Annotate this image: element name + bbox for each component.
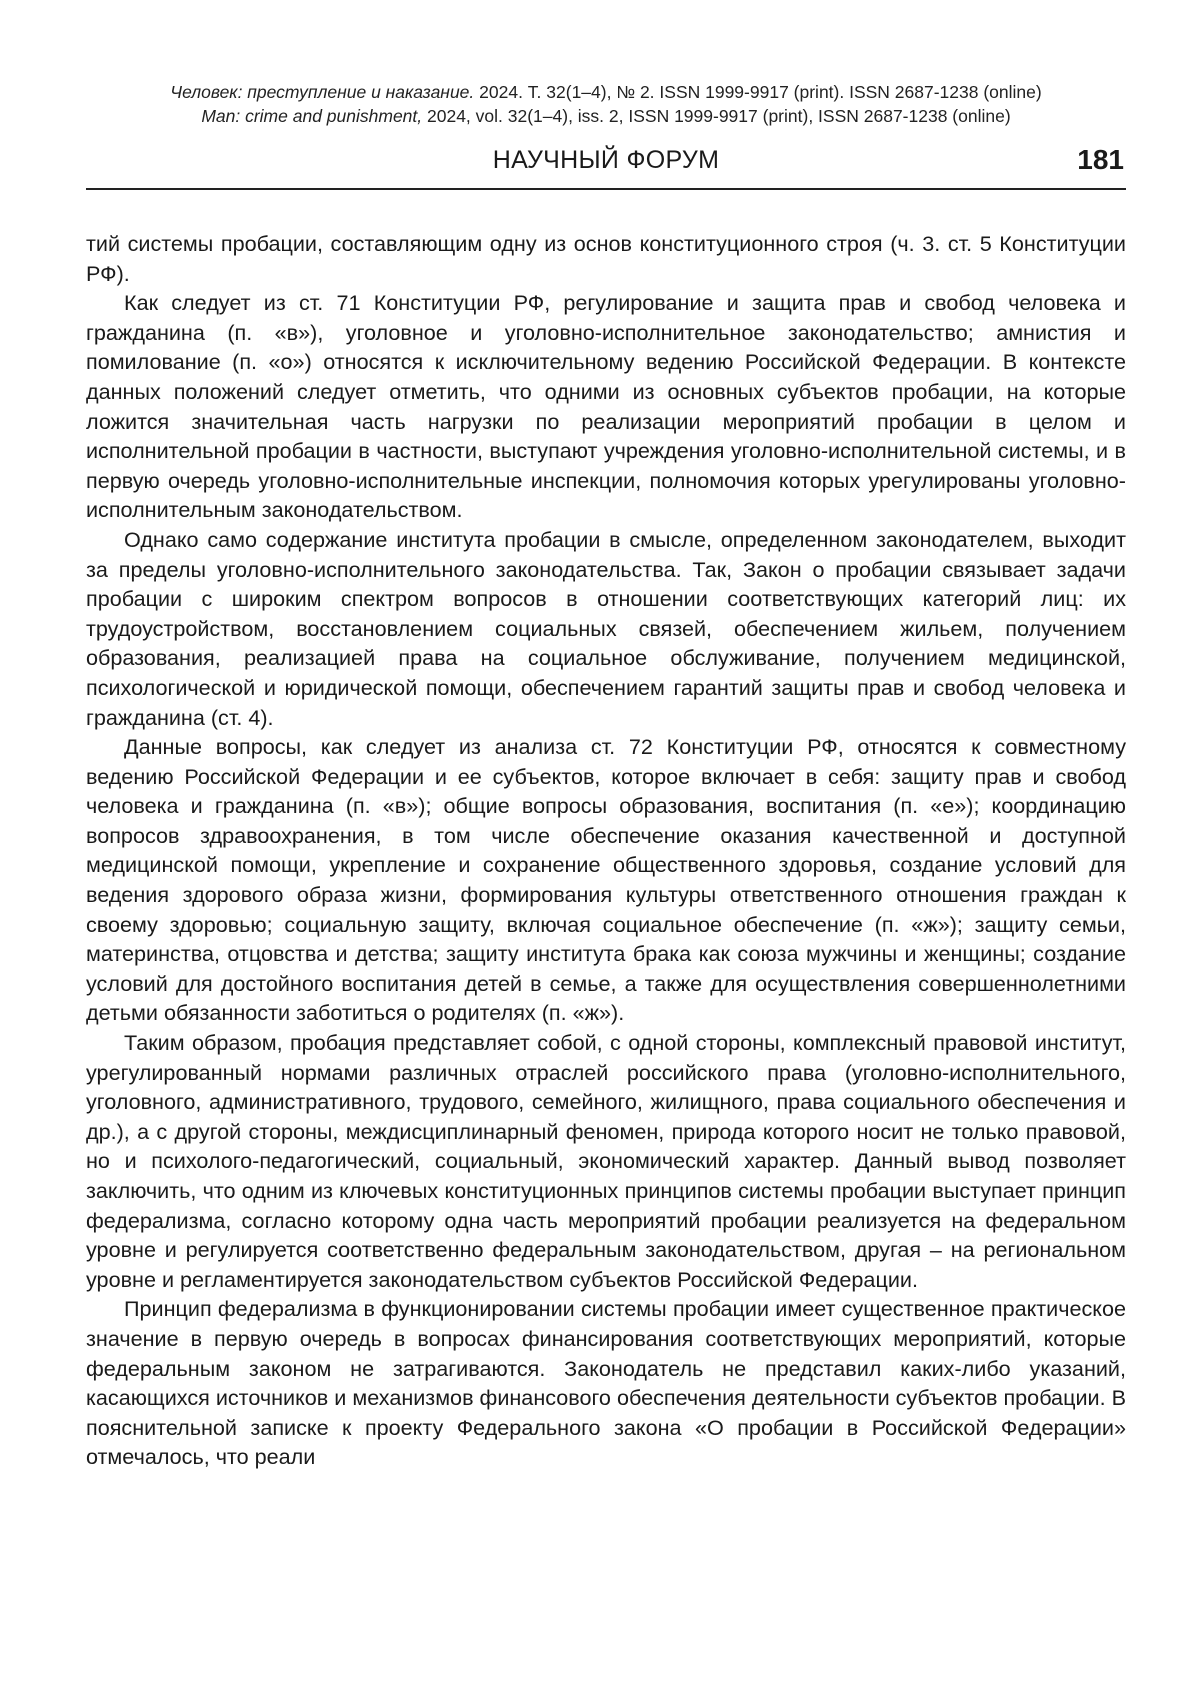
citation-line-ru bbox=[86, 80, 1126, 104]
journal-title-ru: Человек: преступление и наказание. bbox=[170, 82, 475, 102]
page-number: 181 bbox=[1077, 144, 1124, 175]
journal-details-en: 2024, vol. 32(1–4), iss. 2, ISSN 1999-9917 (print), ISSN 2687-1238 (online) bbox=[422, 106, 1011, 126]
paragraph: Данные вопросы, как следует из анализа ст. 72 Конституции РФ, относятся к совместному ведению Российской Федерации и ее субъектов, которое включает в себя: защиту прав и свобод человека и гражданина (п. «в»); общие вопросы образования, воспитания (п. «е»); координацию вопросов здравоохранения, в том числе обеспечение оказания качественной и доступной медицинской помощи, укрепление и сохранение общественного здоровья, создание условий для ведения здорового образа жизни, формирования культуры ответственного отношения граждан к своему здоровью; социальную защиту, включая социальное обеспечение (п. «ж»); защиту семьи, материнства, отцовства и детства; защиту института брака как союза мужчины и женщины; создание условий для достойного воспитания детей в семье, а также для осуществления совершеннолетними детьми обязанности заботиться о родителях (п. «ж»). bbox=[86, 734, 1126, 1026]
paragraph-continued: тий системы пробации, составляющим одну из основ конституционного строя (ч. 3. ст. 5 Конституции РФ). bbox=[86, 231, 1126, 286]
citation-line-en bbox=[86, 104, 1126, 128]
section-header bbox=[86, 144, 1126, 190]
journal-title-en: Man: crime and punishment, bbox=[201, 106, 423, 126]
section-title: НАУЧНЫЙ ФОРУМ bbox=[492, 146, 720, 174]
paragraph: Таким образом, пробация представляет собой, с одной стороны, комплексный правовой институт, урегулированный нормами различных отраслей российского права (уголовно-исполнительного, уголовного, административного, трудового, семейного, жилищного, права социального обеспечения и др.), а с другой стороны, междисциплинарный феномен, природа которого носит не только правовой, но и психолого-педагогический, социальный, экономический характер. Данный вывод позволяет заключить, что одним из ключевых конституционных принципов системы пробации выступает принцип федерализма, согласно которому одна часть мероприятий пробации реализуется на федеральном уровне и регулируется соответственно федеральным законодательством, другая – на региональном уровне и регламентируется законодательством субъектов Российской Федерации. bbox=[86, 1030, 1126, 1292]
journal-details-ru: 2024. Т. 32(1–4), № 2. ISSN 1999-9917 (print). ISSN 2687-1238 (online) bbox=[474, 82, 1042, 102]
paragraph: Однако само содержание института пробации в смысле, определенном законодателем, выходит за пределы уголовно-исполнительного законодательства. Так, Закон о пробации связывает задачи пробации с широким спектром вопросов в отношении соответствующих категорий лиц: их трудоустройством, восстановлением социальных связей, обеспечением жильем, получением образования, реализацией права на социальное обслуживание, получением медицинской, психологической и юридической помощи, обеспечением гарантий защиты прав и свобод человека и гражданина (ст. 4). bbox=[86, 526, 1126, 730]
paragraph: Принцип федерализма в функционировании системы пробации имеет существенное практическое значение в первую очередь в вопросах финансирования соответствующих мероприятий, которые федеральным законом не затрагиваются. Законодатель не представил каких-либо указаний, касающихся источников и механизмов финансового обеспечения деятельности субъектов пробации. В пояснительной записке к проекту Федерального закона «О пробации в Российской Федерации» отмечалось, что реали bbox=[86, 1296, 1126, 1470]
running-head bbox=[86, 80, 1126, 128]
article-body bbox=[86, 229, 1126, 1472]
paragraph: Как следует из ст. 71 Конституции РФ, регулирование и защита прав и свобод человека и гражданина (п. «в»), уголовное и уголовно-исполнительное законодательство; амнистия и помилование (п. «о») относятся к исключительному ведению Российской Федерации. В контексте данных положений следует отметить, что одними из основных субъектов пробации, на которые ложится значительная часть нагрузки по реализации мероприятий пробации в целом и исполнительной пробации в частности, выступают учреждения уголовно-исполнительной системы, и в первую очередь уголовно-исполнительные инспекции, полномочия которых урегулированы уголовно-исполнительным законодательством. bbox=[86, 290, 1126, 523]
